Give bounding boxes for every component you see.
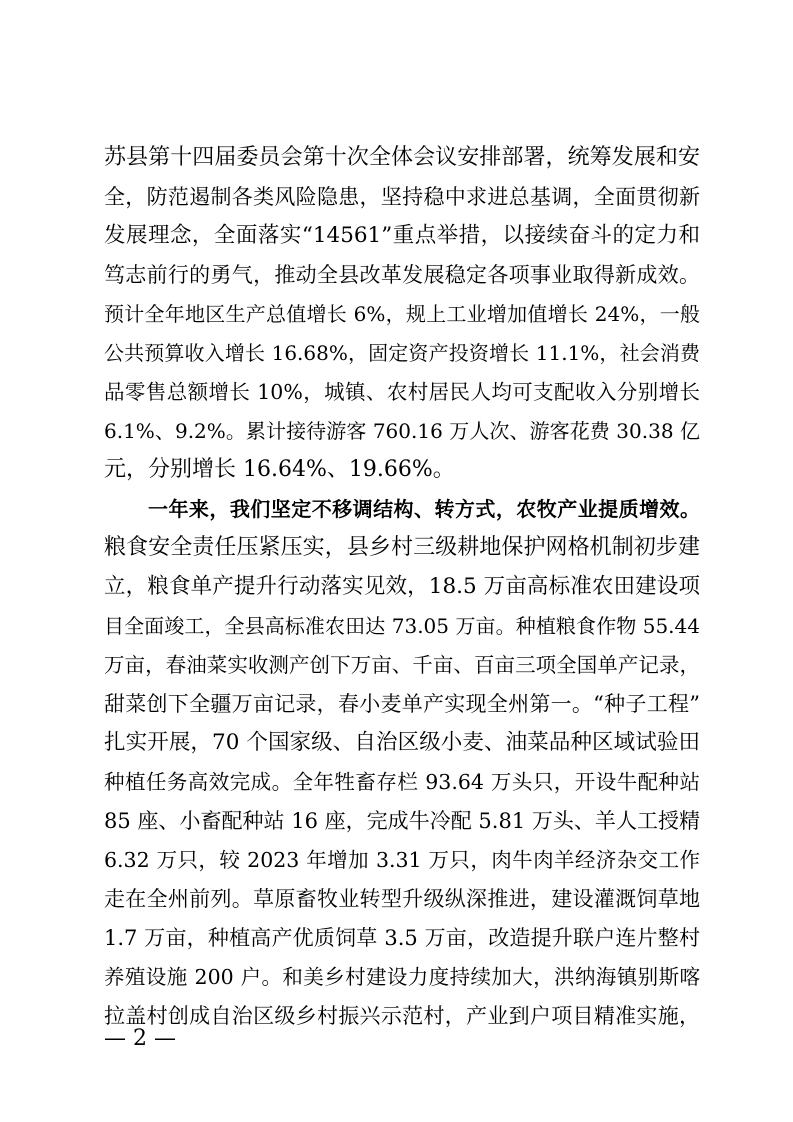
paragraph-1-line-6: 公共预算收入增长 16.68%，固定资产投资增长 11.1%，社会消费 bbox=[104, 341, 700, 365]
paragraph-2-line-5: 甜菜创下全疆万亩记录，春小麦单产实现全州第一。“种子工程” bbox=[104, 692, 700, 716]
paragraph-2-heading: 一年来，我们坚定不移调结构、转方式，农牧产业提质增效。 bbox=[148, 497, 700, 521]
paragraph-2-line-10: 走在全州前列。草原畜牧业转型升级纵深推进，建设灌溉饲草地 bbox=[104, 887, 700, 911]
paragraph-1-line-9: 元，分别增长 16.64%、19.66%。 bbox=[104, 457, 455, 482]
paragraph-1-line-8: 6.1%、9.2%。累计接待游客 760.16 万人次、游客花费 30.38 亿 bbox=[104, 419, 700, 443]
paragraph-2-line-12: 养殖设施 200 户。和美乡村建设力度持续加大，洪纳海镇别斯喀 bbox=[104, 965, 700, 989]
paragraph-2-line-1: 粮食安全责任压紧压实，县乡村三级耕地保护网格机制初步建 bbox=[104, 535, 700, 560]
page-number: — 2 — bbox=[104, 1026, 176, 1051]
paragraph-2-line-13: 拉盖村创成自治区级乡村振兴示范村，产业到户项目精准实施， bbox=[104, 1004, 700, 1028]
paragraph-2-line-7: 种植任务高效完成。全年牲畜存栏 93.64 万头只，开设牛配种站 bbox=[104, 770, 700, 794]
paragraph-2-line-11: 1.7 万亩，种植高产优质饲草 3.5 万亩，改造提升联户连片整村 bbox=[104, 926, 700, 950]
paragraph-2-line-8: 85 座、小畜配种站 16 座，完成牛冷配 5.81 万头、羊人工授精 bbox=[104, 809, 700, 833]
paragraph-1-line-1: 苏县第十四届委员会第十次全体会议安排部署，统筹发展和安 bbox=[104, 145, 700, 170]
paragraph-1-line-7: 品零售总额增长 10%，城镇、农村居民人均可支配收入分别增长 bbox=[104, 380, 700, 404]
paragraph-1-line-3: 发展理念，全面落实“14561”重点举措，以接续奋斗的定力和 bbox=[104, 223, 700, 248]
paragraph-2-line-4: 万亩，春油菜实收测产创下万亩、千亩、百亩三项全国单产记录， bbox=[104, 653, 700, 677]
paragraph-1-line-2: 全，防范遏制各类风险隐患，坚持稳中求进总基调，全面贯彻新 bbox=[104, 185, 700, 209]
paragraph-1-line-4: 笃志前行的勇气，推动全县改革发展稳定各项事业取得新成效。 bbox=[104, 263, 700, 287]
paragraph-2-line-3: 目全面竣工，全县高标准农田达 73.05 万亩。种植粮食作物 55.44 bbox=[104, 614, 700, 638]
paragraph-1-line-5: 预计全年地区生产总值增长 6%，规上工业增加值增长 24%，一般 bbox=[104, 302, 700, 326]
paragraph-2-line-6: 扎实开展，70 个国家级、自治区级小麦、油菜品种区域试验田 bbox=[104, 730, 700, 755]
paragraph-2-line-9: 6.32 万只，较 2023 年增加 3.31 万只，肉牛肉羊经济杂交工作 bbox=[104, 848, 700, 872]
paragraph-2-line-2: 立，粮食单产提升行动落实见效，18.5 万亩高标准农田建设项 bbox=[104, 574, 700, 599]
